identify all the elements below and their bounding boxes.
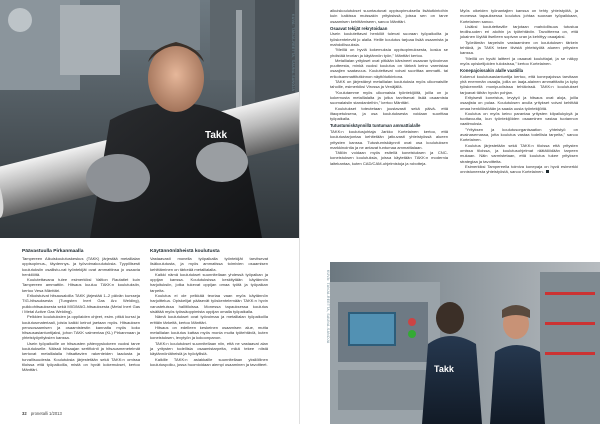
- column-4-para-10: [460, 164, 578, 175]
- column-3-para-2: Usein koulutettavat henkilöt tulevat suoraan työpaikoilta ja työskentelevät jo alalla. Heille koulutus tarjoaa lisää osaamista ja mahdollisuuksia.: [330, 31, 448, 47]
- column-2-para-7: Kaikille TAKK:n asiakkaille suunnitellaan yksilöllinen koulutuspolku, jossa huomioidaan aiempi osaaminen ja tavoitteet.: [150, 356, 268, 367]
- column-3-para-8: TAKK:n koulutusjohtaja Jarkko Kortelainen kertoo, että koulutustarjontaa kehitetään jatkuvasti yhteistyössä alueen yritysten kanssa. Tutustumiskäynnit ovat osa koulutuksen markkinointia ja ne antavat tuntumaa ammattialaan.: [330, 128, 448, 150]
- column-4-para-1: Myös oikeiden työnantajien kanssa on tehty yhteistyötä, ja monessa tapauksessa koulutus johtaa suoraan työpaikkaan, Kortelainen sanoo.: [460, 8, 578, 24]
- jacket-logo: Takk: [205, 130, 228, 141]
- workshop-photo: [330, 262, 600, 424]
- column-1-heading: Päävastuulla Pirkanmaalla: [22, 249, 84, 254]
- column-4-para-5: Kokenut koulutusasiantuntija kertoo, että konepajoissa tarvitaan yhä enemmän osaajia, joilla on laaja-alainen ammattitaito ja kyky työskennellä monipuolisissa tehtävissä. TAKK:n koulutukset tarjoavat tähän hyvän pohjan.: [460, 73, 578, 95]
- column-4-para-9: Koulutus järjestetään sekä TAKK:n tiloissa että yritysten omissa tiloissa, ja koulutusohjelmat räätälöidään tarpeen mukaan. Näin varmistetaan, että koulutus tukee yrityksen strategiaa ja tavoitteita.: [460, 142, 578, 164]
- column-1-para-3: Erikoistuivat hitsausaloilla TAKK järjestää 1–2 päivän kursseja TIG-hitsauksesta (Tungsten Inert Gas Arc Welding), puikkohitsauksesta sekä MIG/MAG-hitsauksesta (Metal Inert Gas / Metal Active Gas Welding).: [22, 293, 140, 314]
- column-2-para-3: Koulutus ei ole pelkkää teoriaa vaan myös käytännön harjoittelua. Opiskelijat pääsevät työskentelemään TAKK:n hyvin varustetuissa hallitiloissa. Monessa tapauksessa koulutus sisältää myös työssäoppimista oppijan omalla työpaikalla.: [150, 293, 268, 314]
- page-footer: [22, 411, 62, 416]
- column-1-para-4: Pelkkien koulutuksien ja oppilaiden ohjeet, esim. pitkä kurssi ja koulutusmateriaali, joista kaikki keinot jaetaan myös. Hitsauksen perusosaamisen ja osaamistestin kannalta myös koko hitsausasiantuntijaksi, johon TAKK valmentaa (KL) Pirkanmaan ja yhteistyöyrityksien kanssa.: [22, 314, 140, 341]
- page-number: 32: [22, 411, 27, 416]
- magazine-name: pronetalli: [30, 411, 48, 416]
- photo-credit-top: KUVA: TANJA-REETTA, SAUNA-SANOJA: [291, 14, 295, 92]
- column-3-para-1: aikuiskoulutukset suuntautuvat oppisopimuksella lisätutkintoihin kuin kaikissa muissakin yrityksissä, joissa sen on tarve osaamisen kehittämiseen, sanoo Mänttäri.: [330, 8, 448, 24]
- column-2-para-2: Kaikki nämä koulutukset suunnitellaan yhdessä työpaikan ja oppijan kanssa. Koulutuksissa keskitytään käytännön harjoituksiin, jotka tukevat oppijan omaa työtä ja työpaikan tarpeita.: [150, 271, 268, 293]
- column-1-para-1: Tampereen Aikuiskoulutuskeskus (TAKK) järjestää metallialan oppisopimus-, täydennys- ja työvoimakoulutuksia. Tyypillisesti koulutuksiin osallistu-vat työntekijät ovat ammattinsa jo osaavia henkilöitä.: [22, 256, 140, 277]
- column-3-para-6: "Koulutamme myös ulkomaisia työntekijöitä, joilla on jo kokemusta metallialalta ja jotka tarvitsevat lisää osaamista suomalaisiin standardeihin," kertoo Mänttäri.: [330, 89, 448, 106]
- article-end-mark: [546, 170, 550, 174]
- column-3-para-5: TAKK on järjestänyt metallialan koulutuksia myös ulkomaisille tahoille, esimerkiksi Virossa ja Venäjällä.: [330, 79, 448, 90]
- column-2-heading: Käytännönläheistä koulutusta: [150, 249, 220, 254]
- column-3-heading-2: Tutustumiskäynnillä tuntuman ammattialalle: [330, 123, 421, 129]
- column-2: [150, 248, 268, 367]
- column-3-para-9: Tällöin voidaan myös esitellä koneistuksen ja CNC-koneistuksen koulutuksia, joissa käytetään TAKK:n modernia laitekantaa, kuten CAD/CAM-ohjelmistoja ja robotteja.: [330, 150, 448, 166]
- column-3-para-3: "Meillä on hyviä kokemuksia oppisopimuksesta, koska se yhdistää teorian ja käytännön työn," Mänttäri kertoo.: [330, 47, 448, 58]
- column-3-para-7: Koulutukset toteutetaan joustavasti sekä päivä- että iltaopetuksena, ja osa koulutuksesta voidaan suorittaa työpaikalla.: [330, 105, 448, 122]
- column-1-para-2: Koulutettavana tulee esimerkiksi Valtion Rautatiet kuin Tampereen ammattiin. Hitsaus kuuluu TAKK:n koulutuksiin, kertoo Vesa Mänttäri.: [22, 277, 140, 293]
- column-3-para-4: Metallialan yritykset ovat pitkään kärsineet osaavan työvoiman puutteesta, minkä vuoksi koulutus on tärkeä keino varmistaa osaajien saatavuus. Koulutettavat voivat suorittaa ammatti- tai erikoisammattitutkinnon näyttötutkintona.: [330, 57, 448, 79]
- column-4-heading: Konepajoissakin alalle vaatiilla: [460, 68, 524, 74]
- back-logo: Takk: [434, 364, 454, 374]
- column-4-para-7: Koulutus on myös keino parantaa yritysten kilpailukykyä ja tuottavuutta, kun työntekijöiden osaaminen vastaa tuotannon vaatimuksia.: [460, 110, 578, 127]
- column-2-para-5: Hitsaus on edelleen keskeinen osaamisen alue, mutta metallialan koulutus kattaa myös monia muita työtehtäviä, kuten koneistuksen, levytyön ja kokoonpanon.: [150, 324, 268, 341]
- issue-number: 1/2013: [49, 411, 62, 416]
- column-4-para-6: Erityisesti koneistus, levytyö ja hitsaus ovat aloja, joilla osaajista on pulaa. Koulutuksen avulla yritykset voivat kehittää omaa henkilöstöään ja saada uusia työntekijöitä.: [460, 94, 578, 111]
- column-3: [330, 8, 448, 166]
- column-4-para-10-text: Esimerkiksi Tampereella toimiva konepaja on hyvä esimerkki onnistuneesta yhteistyöstä, sanoo Kortelainen.: [460, 163, 578, 175]
- column-4-para-4: "Meillä on hyvät laitteet ja osaavat kouluttajat, ja se näkyy myös opiskelijoiden tuloksissa," kertoo Kortelainen.: [460, 55, 578, 66]
- column-4-para-8: "Yrityksen ja koulutusorganisaation yhteistyö on avainasemassa, jotta koulutus vastaa todellisia tarpeita," sanoo Kortelainen.: [460, 126, 578, 143]
- column-2-para-1: Vastaavasti monella työpaikalla työntekijät tarvitsevat lisäkoulutusta, ja myös ammatissa toimivien osaamisen kehittäminen on tärkeää metallialalla.: [150, 256, 268, 272]
- column-4-para-3: Työelämän tarpeisiin vastaaminen on koulutuksen tärkein tehtävä, ja TAKK tekee tiivistä yhteistyötä alueen yritysten kanssa.: [460, 39, 578, 56]
- photo-credit-bottom: KUVA: TANJA-REETTA, SAUNA-SANOJA: [326, 270, 330, 344]
- column-4: [460, 8, 578, 174]
- column-3-heading-1: Osaavat tekijät rekrytoidaan: [330, 25, 388, 31]
- column-1: [22, 248, 140, 373]
- column-4-para-2: Lisäksi koulutettaville tarjotaan mahdollisuus tutustua teollisuuden eri aloihin ja työtehtäviin. Tavoitteena on, että jokainen löytää itselleen sopivan uran ja kehittyy osaajaksi.: [460, 23, 578, 40]
- welder-photo: [0, 0, 300, 238]
- column-2-para-4: Nämä koulutukset ovat työvoimaa ja metallialan työpaikoilla erittäin tärkeitä, kertoo Mänttäri.: [150, 314, 268, 325]
- column-1-para-5: Usein työpaikoille on hitsausten pätevyyskokeen vuoksi tarve koulutukselle. Näissä hitsaajan sertifiointi ja hitsausmenetelmät kertovat metallialalla hitsattavien rakenteiden laadusta ja turvallisuudesta. Koulutuksia järjestetään sekä TAKK:n omissa tiloissa että työpaikoilla, mistä on hyvät kokemukset, kertoo Mänttäri.: [22, 340, 140, 373]
- column-2-para-6: TAKK:n koulutukset suunnitellaan niin, että ne vastaavat alan ja yritysten todellisia osaamistarpeita, mikä tekee niistä käytännönläheisiä ja hyödyllisiä.: [150, 340, 268, 357]
